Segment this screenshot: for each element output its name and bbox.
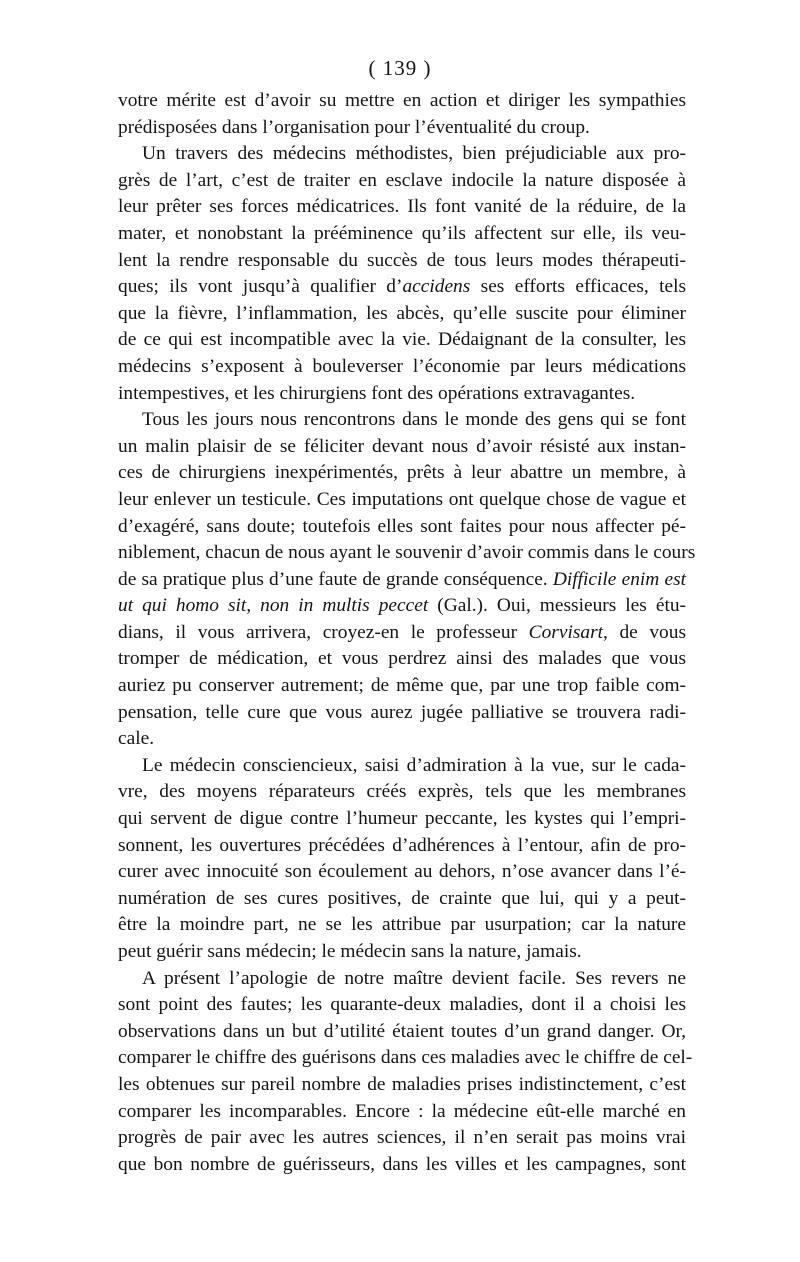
text-line: leur enlever un testicule. Ces imputations ont quelque chose de vague et — [118, 488, 686, 510]
text-line: A présent l’apologie de notre maître devient facile. Ses revers ne — [142, 967, 686, 989]
text-run: , de vous — [603, 621, 686, 643]
text-line: intempestives, et les chirurgiens font des opérations extravagantes. — [118, 382, 636, 404]
text-line: comparer les incomparables. Encore : la médecine eût-elle marché en — [118, 1100, 686, 1122]
text-line: Tous les jours nous rencontrons dans le monde des gens qui se font — [142, 409, 686, 431]
text-line: peut guérir sans médecin; le médecin sans la nature, jamais. — [118, 941, 582, 962]
text-line: lent la rendre responsable du succès de tous leurs modes thérapeuti- — [118, 249, 686, 271]
text-line: Le médecin consciencieux, saisi d’admiration à la vue, sur le cada- — [142, 754, 686, 776]
text-line: niblement, chacun de nous ayant le souvenir d’avoir commis dans le cours — [118, 542, 696, 564]
italic-text: Difficile enim est — [552, 568, 687, 590]
text-line — [118, 274, 686, 301]
text-line: un malin plaisir de se féliciter devant nous d’avoir résisté aux instan- — [118, 435, 686, 457]
italic-text: Corvisart — [528, 621, 604, 643]
page-number: ( 139 ) — [368, 56, 432, 80]
text-line: vre, des moyens réparateurs créés exprès, tels que les membranes — [118, 781, 686, 803]
text-line: grès de l’art, c’est de traiter en esclave indocile la nature disposée à — [118, 169, 686, 191]
text-line: être la moindre part, ne se les attribue par usurpation; car la nature — [118, 914, 686, 936]
text-line: prédisposées dans l’organisation pour l’éventualité du croup. — [118, 116, 590, 138]
text-line: que bon nombre de guérisseurs, dans les villes et les campagnes, sont — [118, 1153, 686, 1175]
text-line: que la fièvre, l’inflammation, les abcès, qu’elle suscite pour éliminer — [118, 302, 686, 324]
text-line — [118, 593, 686, 620]
text-line: médecins s’exposent à bouleverser l’économie par leurs médications — [118, 355, 686, 377]
text-line: votre mérite est d’avoir su mettre en action et diriger les sympathies — [118, 90, 686, 111]
text-line: mater, et nonobstant la prééminence qu’ils affectent sur elle, ils veu- — [118, 222, 686, 244]
text-line: comparer le chiffre des guérisons dans ces maladies avec le chiffre de cel- — [118, 1047, 693, 1069]
text-run: ques; ils vont jusqu’à qualifier d’ — [118, 276, 403, 298]
italic-text: ut qui homo sit, non in multis peccet — [118, 595, 429, 617]
text-line: ces de chirurgiens inexpérimentés, prêts à leur abattre un membre, à — [118, 462, 686, 484]
text-line: d’exagéré, sans doute; toutefois elles sont faites pour nous affecter pé- — [118, 515, 686, 537]
text-line: pensation, telle cure que vous aurez jugée palliative se trouvera radi- — [118, 701, 686, 723]
text-line: observations dans un but d’utilité étaient toutes d’un grand danger. Or, — [118, 1020, 686, 1042]
text-line — [118, 567, 686, 594]
text-run: (Gal.). Oui, messieurs les étu- — [428, 595, 686, 617]
text-line — [118, 620, 686, 647]
text-line: leur prêter ses forces médicatrices. Ils font vanité de la réduire, de la — [118, 196, 686, 218]
text-line: auriez pu conserver autrement; de même que, par une trop faible com- — [118, 675, 686, 697]
text-run: dians, il vous arrivera, croyez-en le professeur — [118, 621, 529, 643]
text-line: progrès de pair avec les autres sciences, il n’en serait pas moins vrai — [118, 1127, 686, 1149]
text-run: ses efforts efficaces, tels — [470, 276, 686, 298]
page-body-text — [118, 88, 696, 1178]
text-line: les obtenues sur pareil nombre de maladies prises indistinctement, c’est — [118, 1073, 686, 1095]
text-line: cale. — [118, 728, 155, 750]
text-line: sont point des fautes; les quarante-deux maladies, dont il a choisi les — [118, 994, 686, 1016]
text-line: numération de ses cures positives, de crainte que lui, qui y a peut- — [118, 887, 686, 909]
text-line: tromper de médication, et vous perdrez ainsi des malades que vous — [118, 648, 686, 670]
text-line: Un travers des médecins méthodistes, bien préjudiciable aux pro- — [142, 143, 686, 165]
italic-text: accidens — [402, 276, 471, 298]
text-run: de sa pratique plus d’une faute de grande conséquence. — [118, 568, 553, 590]
text-line: curer avec innocuité son écoulement au dehors, n’ose avancer dans l’é- — [118, 861, 686, 883]
text-line: sonnent, les ouvertures précédées d’adhérences à l’entour, afin de pro- — [118, 834, 686, 856]
text-line: de ce qui est incompatible avec la vie. Dédaignant de la consulter, les — [118, 329, 686, 351]
text-line: qui servent de digue contre l’humeur peccante, les kystes qui l’empri- — [118, 808, 686, 830]
